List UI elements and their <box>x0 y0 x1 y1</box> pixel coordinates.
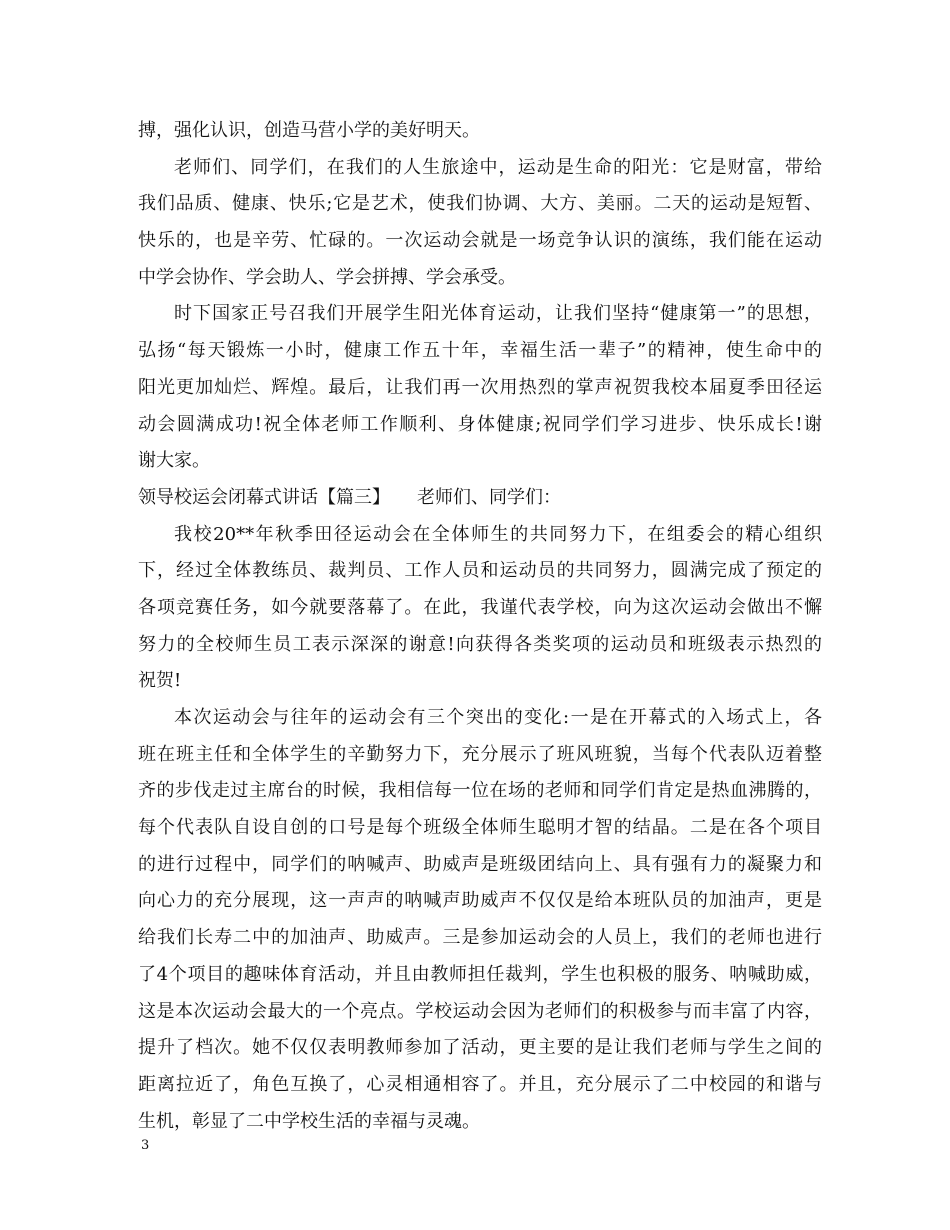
paragraph-line: 生机，彰显了二中学校生活的幸福与灵魂。 <box>138 1110 480 1132</box>
paragraph-line: 中学会协作、学会助人、学会拼搏、学会承受。 <box>138 266 516 288</box>
page-number: 3 <box>141 1138 150 1153</box>
paragraph-line: 老师们、同学们，在我们的人生旅途中，运动是生命的阳光：它是财富，带给 <box>174 156 822 178</box>
paragraph-line: 本次运动会与往年的运动会有三个突出的变化:一是在开幕式的入场式上，各 <box>174 707 822 728</box>
paragraph-line: 快乐的，也是辛劳、忙碌的。一次运动会就是一场竞争认识的演练，我们能在运动 <box>138 230 822 252</box>
paragraph-line: 下，经过全体教练员、裁判员、工作人员和运动员的共同努力，圆满完成了预定的 <box>138 560 822 582</box>
paragraph-line: 谢大家。 <box>138 450 210 472</box>
paragraph-line: 班在班主任和全体学生的辛勤努力下，充分展示了班风班貌，当每个代表队迈着整 <box>138 743 822 765</box>
paragraph-line: 我校20**年秋季田径运动会在全体师生的共同努力下，在组委会的精心组织 <box>174 523 822 545</box>
paragraph-line: 向心力的充分展现，这一声声的呐喊声助威声不仅仅是给本班队员的加油声，更是 <box>138 890 822 912</box>
paragraph-line: 齐的步伐走过主席台的时候，我相信每一位在场的老师和同学们肯定是热血沸腾的， <box>138 780 822 802</box>
paragraph-line: 的进行过程中，同学们的呐喊声、助威声是班级团结向上、具有强有力的凝聚力和 <box>138 853 822 875</box>
paragraph-line: 弘扬“每天锻炼一小时，健康工作五十年，幸福生活一辈子”的精神，使生命中的 <box>138 340 822 362</box>
paragraph-line: 每个代表队自设自创的口号是每个班级全体师生聪明才智的结晶。二是在各个项目 <box>138 817 822 839</box>
paragraph-line: 祝贺! <box>138 670 182 692</box>
paragraph-line: 提升了档次。她不仅仅表明教师参加了活动，更主要的是让我们老师与学生之间的 <box>138 1037 822 1059</box>
document-body <box>138 113 822 1140</box>
paragraph-line: 阳光更加灿烂、辉煌。最后，让我们再一次用热烈的掌声祝贺我校本届夏季田径运 <box>138 376 822 398</box>
paragraph-line: 这是本次运动会最大的一个亮点。学校运动会因为老师们的积极参与而丰富了内容， <box>138 1000 822 1022</box>
paragraph-line: 给我们长寿二中的加油声、助威声。三是参加运动会的人员上，我们的老师也进行 <box>138 927 822 949</box>
paragraph-line: 各项竞赛任务，如今就要落幕了。在此，我谨代表学校，向为这次运动会做出不懈 <box>138 596 822 618</box>
paragraph-line: 了4个项目的趣味体育活动，并且由教师担任裁判，学生也积极的服务、呐喊助威， <box>138 963 822 985</box>
paragraph-line: 动会圆满成功!祝全体老师工作顺利、身体健康;祝同学们学习进步、快乐成长!谢 <box>138 413 822 435</box>
paragraph-line: 时下国家正号召我们开展学生阳光体育运动，让我们坚持“健康第一”的思想， <box>174 303 822 325</box>
section-heading: 领导校运会闭幕式讲话【篇三】 老师们、同学们： <box>138 486 561 508</box>
paragraph-line: 搏，强化认识，创造马营小学的美好明天。 <box>138 120 480 141</box>
paragraph-line: 我们品质、健康、快乐;它是艺术，使我们协调、大方、美丽。二天的运动是短暂、 <box>138 193 822 215</box>
paragraph-line: 努力的全校师生员工表示深深的谢意!向获得各类奖项的运动员和班级表示热烈的 <box>138 633 822 655</box>
paragraph-line: 距离拉近了，角色互换了，心灵相通相容了。并且，充分展示了二中校园的和谐与 <box>138 1073 822 1095</box>
